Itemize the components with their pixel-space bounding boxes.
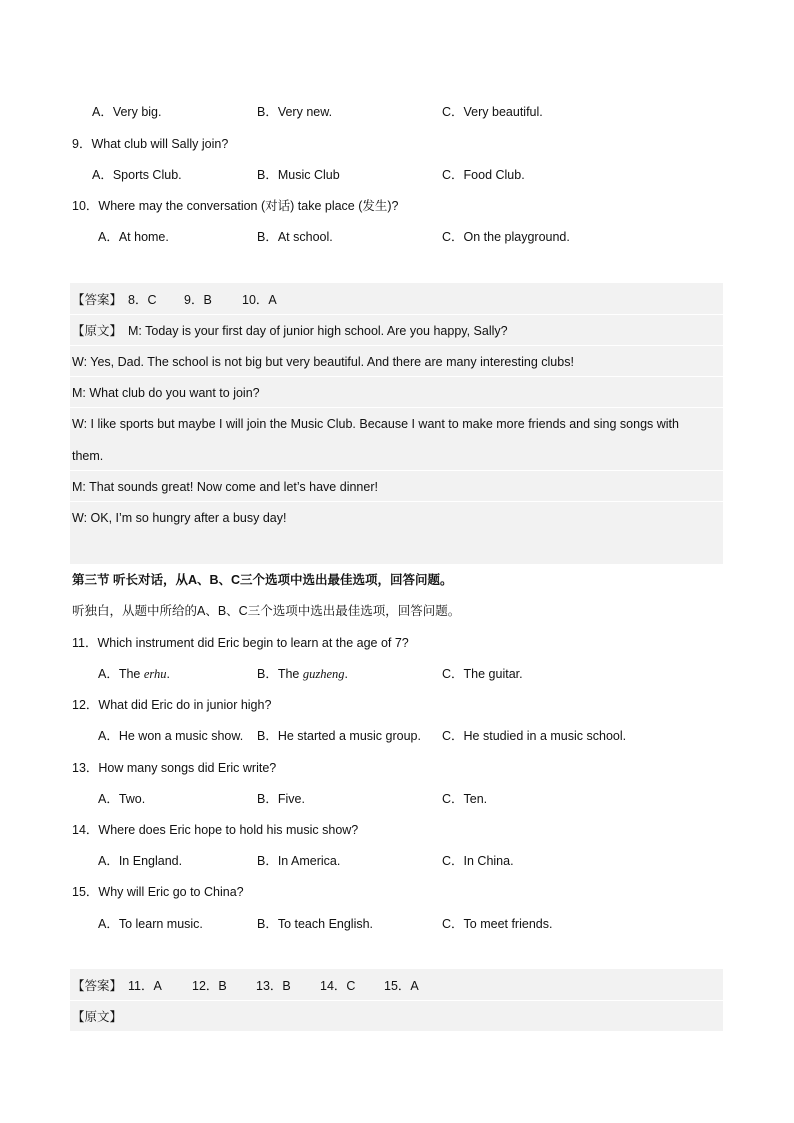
q10-stem: 10．Where may the conversation (对话) take place (发生)?	[72, 199, 399, 213]
q13-option-c: C．Ten.	[442, 792, 488, 806]
answer-9: 9．B	[184, 293, 212, 307]
q13-stem: 13．How many songs did Eric write?	[72, 761, 277, 775]
q15-option-a: A．To learn music.	[98, 917, 203, 931]
q12-option-c: C．He studied in a music school.	[442, 729, 627, 743]
q12-option-b: B．He started a music group.	[257, 729, 421, 743]
answer-13: 13．B	[256, 979, 291, 993]
q8-option-b: B．Very new.	[257, 105, 333, 119]
transcript-line-4: W: I like sports but maybe I will join the Music Club. Because I want to make more friends and sing songs with	[72, 417, 679, 431]
answer-label-2: 【答案】	[72, 979, 123, 993]
q11-option-a: A．The erhu.	[98, 667, 171, 681]
answer-12: 12．B	[192, 979, 227, 993]
transcript-line-2: W: Yes, Dad. The school is not big but very beautiful. And there are many interesting clubs!	[72, 355, 574, 369]
transcript-line-3: M: What club do you want to join?	[72, 386, 260, 400]
q9-option-a: A．Sports Club.	[92, 168, 182, 182]
transcript-line-1: M: Today is your first day of junior high school. Are you happy, Sally?	[128, 324, 508, 338]
row-divider	[70, 1000, 723, 1001]
q10-option-c: C．On the playground.	[442, 230, 570, 244]
row-divider	[70, 470, 723, 471]
row-divider	[70, 501, 723, 502]
transcript-line-7: W: OK, I’m so hungry after a busy day!	[72, 511, 287, 525]
q15-option-c: C．To meet friends.	[442, 917, 553, 931]
q12-option-a: A．He won a music show.	[98, 729, 244, 743]
q11-option-b: B．The guzheng.	[257, 667, 349, 681]
answer-15: 15．A	[384, 979, 419, 993]
q10-option-a: A．At home.	[98, 230, 169, 244]
q14-option-c: C．In China.	[442, 854, 514, 868]
row-divider	[70, 376, 723, 377]
answer-label-1: 【答案】	[72, 293, 123, 307]
section-3-instruction: 听独白，从题中所给的A、B、C三个选项中选出最佳选项，回答问题。	[72, 604, 461, 618]
q8-option-c: C．Very beautiful.	[442, 105, 543, 119]
transcript-label-1: 【原文】	[72, 324, 123, 338]
q15-option-b: B．To teach English.	[257, 917, 374, 931]
q11-stem: 11．Which instrument did Eric begin to learn at the age of 7?	[72, 636, 409, 650]
q9-option-b: B．Music Club	[257, 168, 340, 182]
transcript-line-6: M: That sounds great! Now come and let’s have dinner!	[72, 480, 378, 494]
section-3-heading: 第三节 听长对话，从A、B、C三个选项中选出最佳选项，回答问题。	[72, 573, 453, 587]
row-divider	[70, 345, 723, 346]
q15-stem: 15．Why will Eric go to China?	[72, 885, 244, 899]
q12-stem: 12．What did Eric do in junior high?	[72, 698, 272, 712]
q13-option-a: A．Two.	[98, 792, 146, 806]
row-divider	[70, 314, 723, 315]
row-divider	[70, 407, 723, 408]
q14-option-a: A．In England.	[98, 854, 183, 868]
q9-option-c: C．Food Club.	[442, 168, 525, 182]
answer-14: 14．C	[320, 979, 356, 993]
q11-option-c: C．The guitar.	[442, 667, 523, 681]
answer-8: 8．C	[128, 293, 157, 307]
answer-11: 11．A	[128, 979, 162, 993]
q14-option-b: B．In America.	[257, 854, 341, 868]
q10-option-b: B．At school.	[257, 230, 333, 244]
answer-10: 10．A	[242, 293, 277, 307]
q9-stem: 9．What club will Sally join?	[72, 137, 229, 151]
q8-option-a: A．Very big.	[92, 105, 162, 119]
q14-stem: 14．Where does Eric hope to hold his music show?	[72, 823, 359, 837]
transcript-line-5: them.	[72, 449, 104, 463]
transcript-label-2: 【原文】	[72, 1010, 123, 1024]
q13-option-b: B．Five.	[257, 792, 305, 806]
